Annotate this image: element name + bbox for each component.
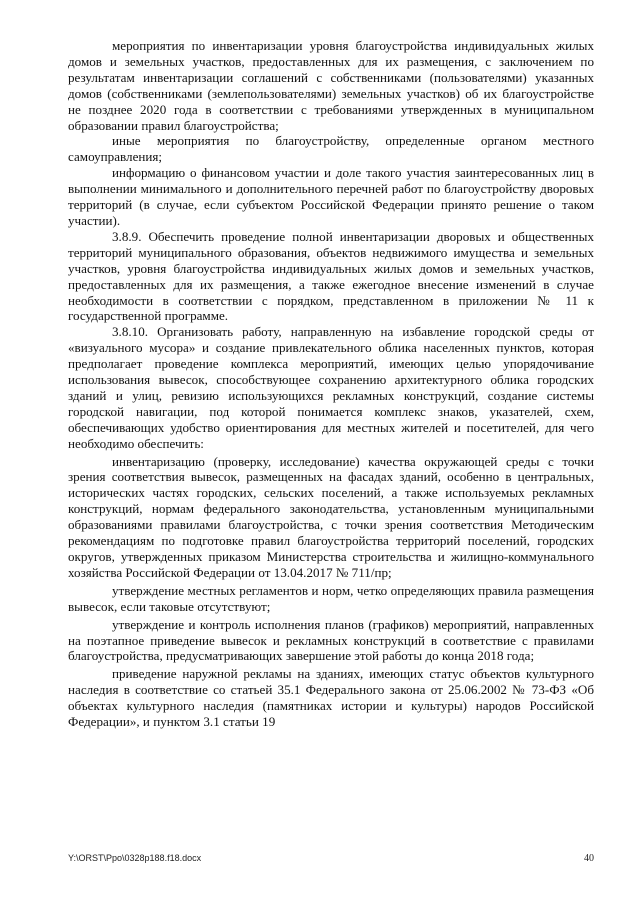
paragraph-inventory-individual-houses: мероприятия по инвентаризации уровня благоустройства индивидуальных жилых домов и земельных участков, предоставленных для их размещения, с заключением по результатам инвентаризации соглашений с собственниками (пользователями) указанных домов (собственниками (землепользователями) земельных участков) об их благоустройстве не позднее 2020 года в соответствии с требованиями утвержденных в муниципальном образовании правил благоустройства;: [68, 38, 594, 133]
footer-file-path: Y:\ORST\Ppo\0328p188.f18.docx: [68, 853, 202, 863]
document-body: [68, 38, 594, 730]
footer-page-number: 40: [584, 853, 594, 864]
paragraph-3-8-9: 3.8.9. Обеспечить проведение полной инвентаризации дворовых и общественных территорий муниципального образования, объектов недвижимого имущества и земельных участков, уровня благоустройства индивидуальных жилых домов и земельных участков, предоставленных для их размещения, а также ежегодное внесение изменений в случае необходимости в соответствии с порядком, представленном в приложении № 11 к государственной программе.: [68, 228, 594, 324]
paragraph-3-8-10: 3.8.10. Организовать работу, направленную на избавление городской среды от «визуального мусора» и создание привлекательного облика населенных пунктов, которая предполагает проведение комплекса мероприятий, имеющих целью упорядочивание использования вывесок, способствующее сохранению архитектурного облика городских зданий и улиц, ревизию использующихся рекламных конструкций, создание системы городской навигации, под которой понимается комплекс знаков, указателей, схем, обеспечивающих удобство ориентирования для местных жителей и посетителей, для чего необходимо обеспечить:: [68, 324, 594, 451]
paragraph-other-measures: иные мероприятия по благоустройству, определенные органом местного самоуправления;: [68, 133, 594, 165]
paragraph-signage-inventory: инвентаризацию (проверку, исследование) качества окружающей среды с точки зрения соответствия вывесок, размещенных на фасадах зданий, особенно в центральных, исторических частях городских, сельских поселений, а также используемых рекламных конструкций, нормам федерального законодательства, установленным муниципальными образованиями правилами благоустройства, с точки зрения соответствия Методическим рекомендациям по подготовке правил благоустройства территорий поселений, городских округов, утвержденных приказом Министерства строительства и жилищно-коммунального хозяйства Российской Федерации от 13.04.2017 № 711/пр;: [68, 453, 594, 580]
page-footer: [68, 853, 594, 867]
paragraph-plans-schedules: утверждение и контроль исполнения планов (графиков) мероприятий, направленных на поэтапное приведение вывесок и рекламных конструкций в соответствие с правилами благоустройства, предусматривающих завершение этой работы до конца 2018 года;: [68, 616, 594, 664]
paragraph-outdoor-advertising: приведение наружной рекламы на зданиях, имеющих статус объектов культурного наследия в соответствие со статьей 35.1 Федерального закона от 25.06.2002 № 73-ФЗ «Об объектах культурного наследия (памятниках истории и культуры) народов Российской Федерации», и пунктом 3.1 статьи 19: [68, 666, 594, 730]
paragraph-local-regulations: утверждение местных регламентов и норм, четко определяющих правила размещения вывесок, если таковые отсутствуют;: [68, 582, 594, 614]
paragraph-financial-participation: информацию о финансовом участии и доле такого участия заинтересованных лиц в выполнении минимального и дополнительного перечней работ по благоустройству дворовых территорий (в случае, если субъектом Российской Федерации принято решение о таком участии).: [68, 165, 594, 228]
